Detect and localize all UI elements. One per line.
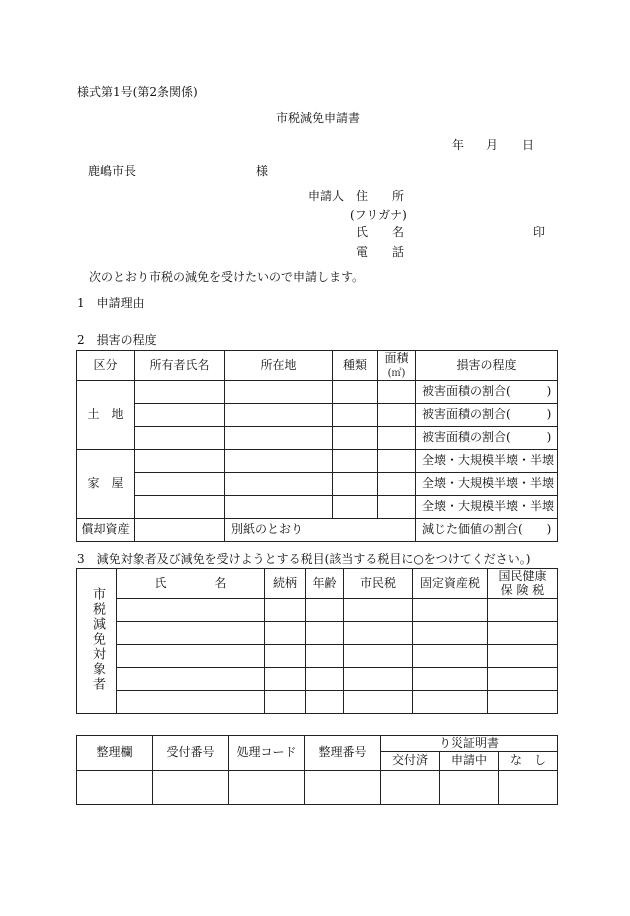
- section-1-heading: 1 申請理由: [77, 296, 145, 310]
- header-relationship: 続柄: [265, 569, 306, 599]
- cell[interactable]: [225, 450, 333, 473]
- attached-sheet-note: 別紙のとおり: [225, 519, 416, 542]
- header-health-insurance-line1: 国民健康: [498, 568, 547, 583]
- cell[interactable]: [344, 599, 413, 622]
- cell[interactable]: [344, 691, 413, 714]
- section-3-heading: 3 減免対象者及び減免を受けようとする税目(該当する税目に○をつけてください。): [77, 552, 531, 566]
- intro-text: 次のとおり市税の減免を受けたいので申請します。: [89, 270, 365, 284]
- cell[interactable]: [306, 622, 344, 645]
- header-property-tax: 固定資産税: [413, 569, 488, 599]
- cell[interactable]: [333, 450, 378, 473]
- header-area: [378, 351, 416, 381]
- applicant-label: 申請人: [308, 189, 345, 203]
- header-file-number: 整理番号: [305, 736, 381, 771]
- exemption-table: [76, 568, 558, 714]
- cell[interactable]: [378, 427, 416, 450]
- cell[interactable]: [117, 622, 265, 645]
- cell[interactable]: [413, 668, 488, 691]
- office-use-table: [76, 735, 558, 805]
- date-month: 月: [486, 138, 499, 152]
- cell[interactable]: [333, 473, 378, 496]
- cell[interactable]: [229, 771, 305, 805]
- cell[interactable]: [488, 622, 558, 645]
- header-damage-degree: 損害の程度: [416, 351, 558, 381]
- cell[interactable]: [135, 450, 225, 473]
- category-depreciable-assets: 償却資産: [77, 519, 135, 542]
- header-resident-tax: 市民税: [344, 569, 413, 599]
- header-health-insurance-tax: [488, 569, 558, 599]
- category-house: 家 屋: [77, 450, 135, 519]
- house-damage-level: 全壊・大規模半壊・半壊: [416, 473, 558, 496]
- cell[interactable]: [333, 496, 378, 519]
- cell[interactable]: [440, 771, 499, 805]
- cell[interactable]: [117, 691, 265, 714]
- seal-mark: 印: [533, 225, 546, 239]
- header-applying: 申請中: [440, 752, 499, 771]
- cell[interactable]: [306, 668, 344, 691]
- land-damage-ratio: 被害面積の割合( ): [416, 381, 558, 404]
- cell[interactable]: [488, 691, 558, 714]
- cell[interactable]: [306, 645, 344, 668]
- applicant-address-label: 住 所: [356, 189, 405, 203]
- section-2-heading: 2 損害の程度: [77, 333, 157, 347]
- addressee-honorific: 様: [256, 164, 269, 178]
- cell[interactable]: [488, 645, 558, 668]
- header-issued: 交付済: [381, 752, 440, 771]
- header-category: 区分: [77, 351, 135, 381]
- header-area-unit: (㎡): [387, 367, 406, 379]
- cell[interactable]: [225, 496, 333, 519]
- cell[interactable]: [265, 622, 306, 645]
- cell[interactable]: [344, 645, 413, 668]
- exemption-side-label-text: 市税減免対象者: [89, 586, 105, 692]
- cell[interactable]: [225, 473, 333, 496]
- header-none: な し: [499, 752, 558, 771]
- cell[interactable]: [135, 519, 225, 542]
- header-health-insurance-line2: 保 険 税: [500, 582, 545, 597]
- header-disaster-certificate: り災証明書: [381, 736, 558, 752]
- cell[interactable]: [413, 622, 488, 645]
- cell[interactable]: [135, 496, 225, 519]
- cell[interactable]: [413, 645, 488, 668]
- cell[interactable]: [117, 599, 265, 622]
- house-damage-level: 全壊・大規模半壊・半壊: [416, 496, 558, 519]
- form-title: 市税減免申請書: [276, 111, 361, 125]
- applicant-furigana-label: (フリガナ): [350, 208, 407, 222]
- cell[interactable]: [413, 691, 488, 714]
- applicant-phone-label: 電 話: [356, 245, 405, 259]
- category-land: 土 地: [77, 381, 135, 450]
- cell[interactable]: [117, 645, 265, 668]
- land-damage-ratio: 被害面積の割合( ): [416, 404, 558, 427]
- header-location: 所在地: [225, 351, 333, 381]
- cell[interactable]: [265, 668, 306, 691]
- cell[interactable]: [305, 771, 381, 805]
- cell[interactable]: [378, 404, 416, 427]
- cell[interactable]: [265, 691, 306, 714]
- cell[interactable]: [306, 599, 344, 622]
- cell[interactable]: [135, 427, 225, 450]
- value-reduction-ratio: 減じた価値の割合( ): [416, 519, 558, 542]
- cell[interactable]: [265, 645, 306, 668]
- cell[interactable]: [333, 427, 378, 450]
- addressee-mayor: 鹿嶋市長: [88, 164, 137, 178]
- cell[interactable]: [77, 771, 153, 805]
- header-area-label: 面積: [384, 350, 409, 365]
- cell[interactable]: [265, 599, 306, 622]
- cell[interactable]: [333, 404, 378, 427]
- cell[interactable]: [378, 496, 416, 519]
- cell[interactable]: [225, 404, 333, 427]
- date-day: 日: [522, 138, 535, 152]
- cell[interactable]: [344, 668, 413, 691]
- header-office-column: 整理欄: [77, 736, 153, 771]
- cell[interactable]: [344, 622, 413, 645]
- house-damage-level: 全壊・大規模半壊・半壊: [416, 450, 558, 473]
- damage-table: [76, 350, 558, 542]
- cell[interactable]: [499, 771, 558, 805]
- cell[interactable]: [135, 473, 225, 496]
- header-name: 氏 名: [117, 569, 265, 599]
- cell[interactable]: [381, 771, 440, 805]
- cell[interactable]: [488, 599, 558, 622]
- cell[interactable]: [117, 668, 265, 691]
- date-year: 年: [452, 138, 465, 152]
- cell[interactable]: [378, 473, 416, 496]
- exemption-side-label: [77, 569, 117, 714]
- cell[interactable]: [153, 771, 229, 805]
- cell[interactable]: [413, 599, 488, 622]
- cell[interactable]: [225, 427, 333, 450]
- applicant-name-label: 氏 名: [356, 225, 405, 239]
- form-number: 様式第1号(第2条関係): [77, 85, 198, 99]
- cell[interactable]: [378, 450, 416, 473]
- cell[interactable]: [135, 404, 225, 427]
- land-damage-ratio: 被害面積の割合( ): [416, 427, 558, 450]
- header-process-code: 処理コード: [229, 736, 305, 771]
- cell[interactable]: [135, 381, 225, 404]
- cell[interactable]: [378, 381, 416, 404]
- cell[interactable]: [225, 381, 333, 404]
- header-receipt-number: 受付番号: [153, 736, 229, 771]
- cell[interactable]: [306, 691, 344, 714]
- header-type: 種類: [333, 351, 378, 381]
- header-owner-name: 所有者氏名: [135, 351, 225, 381]
- header-age: 年齢: [306, 569, 344, 599]
- cell[interactable]: [333, 381, 378, 404]
- cell[interactable]: [488, 668, 558, 691]
